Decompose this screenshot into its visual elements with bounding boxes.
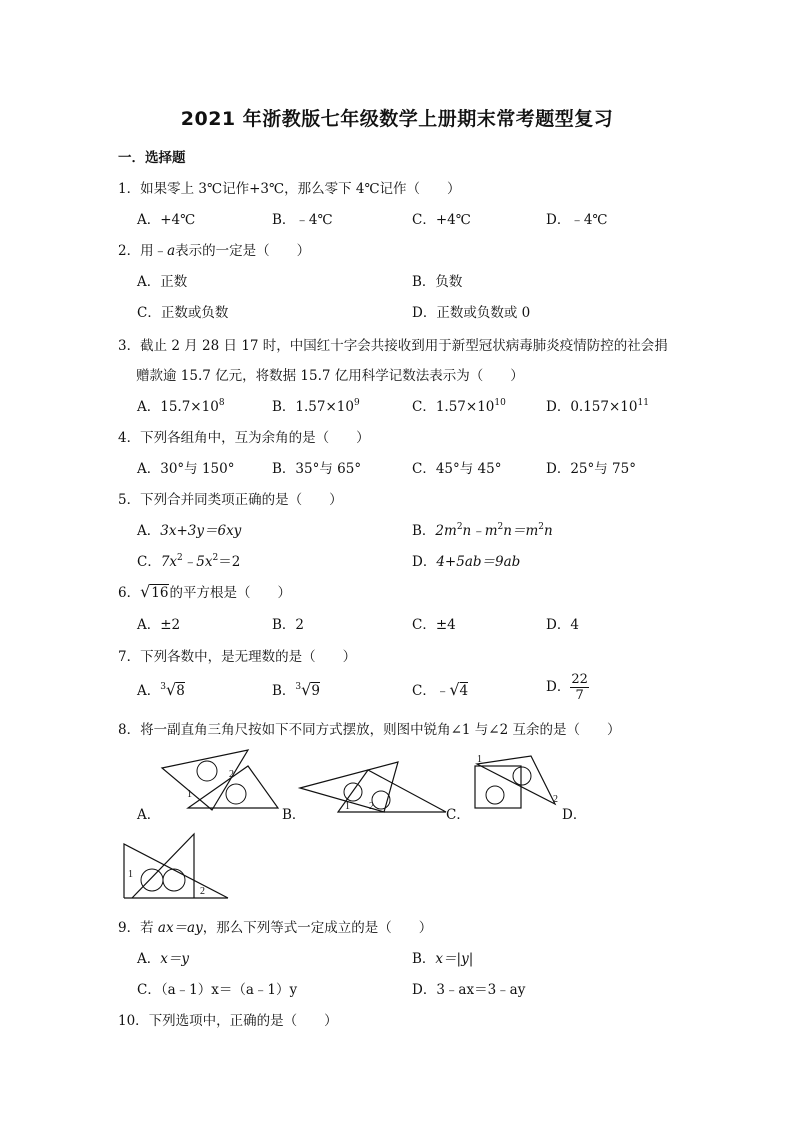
option-b: B．35°与 65° [272,461,362,477]
sqrt-expression: √16 [140,582,169,601]
option-a: A．x＝y [137,951,189,967]
option-c: C．（a﹣1）x＝（a﹣1）y [137,982,298,998]
figure-d [122,832,230,900]
figure-d-label: D． [562,807,587,823]
option-d: D．正数或负数或 0 [412,305,531,321]
option-a: A．+4℃ [137,212,196,228]
question-stem: 的平方根是（ ） [169,585,291,601]
figure-a-label: A． [137,807,161,823]
option-b: B．$1.57\times 10^9$ [272,398,360,415]
question-6 [118,581,291,601]
svg-text:2: 2 [553,794,558,805]
option-d: D．4+5ab＝9ab [412,554,521,570]
option-d: D．$0.157\times 10^{11}$ [546,398,649,415]
fraction: $\frac{22}{7}$ [571,672,588,703]
question-number: 9． [118,920,141,936]
variable: a [167,243,176,259]
figure-a [160,748,280,816]
question-4 [118,426,370,446]
figure-b-label: B． [282,807,306,823]
question-2 [118,239,310,259]
question-number: 5． [118,492,141,508]
question-number: 10． [118,1013,149,1029]
question-number: 4． [118,430,141,446]
svg-text:2: 2 [229,769,234,780]
question-number: 7． [118,649,141,665]
option-c: C．$1.57\times 10^{10}$ [412,398,506,415]
option-b: B．负数 [412,274,463,290]
option-a: A．$^3$√8 [137,680,185,699]
svg-text:1: 1 [477,754,482,765]
question-number: 1． [118,181,141,197]
option-c: C．±4 [412,617,456,633]
question-5 [118,488,343,508]
question-stem: 下列选项中，正确的是（ ） [148,1013,338,1029]
option-a: A．30°与 150° [137,461,235,477]
question-7 [118,645,356,665]
option-d: D．﹣4℃ [546,212,608,228]
option-d: D．4 [546,617,579,633]
question-stem: 截止 2 月 28 日 17 时，中国红十字会共接收到用于新型冠状病毒肺炎疫情防控的社会捐 [140,338,668,354]
question-stem-part: 表示的一定是（ ） [175,243,311,259]
option-c: C．﹣√4 [412,680,469,699]
option-a: A．3x+3y＝6xy [137,523,242,539]
svg-text:1: 1 [187,789,192,800]
question-stem: 将一副直角三角尺按如下不同方式摆放，则图中锐角∠1 与∠2 互余的是（ ） [140,722,621,738]
option-d: D．25°与 75° [546,461,636,477]
option-c: C．45°与 45° [412,461,502,477]
option-b: B．x＝|y| [412,951,474,967]
section-heading: 一．选择题 [118,150,186,166]
svg-text:1: 1 [128,869,133,880]
figure-b [298,760,448,816]
question-stem: 下列各组角中，互为余角的是（ ） [140,430,370,446]
question-stem: 如果零上 3℃记作+3℃，那么零下 4℃记作（ ） [140,181,461,197]
option-d: D． $\frac{22}{7}$ [546,672,588,703]
question-1 [118,177,461,197]
question-number: 3． [118,338,141,354]
question-number: 2． [118,243,141,259]
option-b: B．$^3$√9 [272,680,320,699]
question-8 [118,718,620,738]
svg-text:1: 1 [345,801,350,812]
question-stem-part: 用﹣ [140,243,168,259]
option-c: C．正数或负数 [137,305,229,321]
question-10 [118,1009,338,1029]
question-number: 8． [118,722,141,738]
svg-text:2: 2 [200,886,205,897]
option-c: C．+4℃ [412,212,471,228]
svg-text:2: 2 [369,801,374,812]
option-b: B．$2m^2n﹣m^2n=m^2n$ [412,522,553,539]
question-stem: 下列各数中，是无理数的是（ ） [140,649,357,665]
option-b: B．2 [272,617,305,633]
question-stem: 下列合并同类项正确的是（ ） [140,492,343,508]
option-a: A．$15.7\times 10^8$ [137,398,225,415]
figure-c-label: C． [446,807,470,823]
question-3 [118,334,668,354]
option-c: C．$7x^2﹣5x^2=2$ [137,553,241,570]
option-a: A．正数 [137,274,188,290]
figure-c [471,754,561,812]
question-3-line-2: 赠款逾 15.7 亿元，将数据 15.7 亿用科学记数法表示为（ ） [136,368,524,384]
question-9: 9．若 ax＝ay，那么下列等式一定成立的是（ ） [118,920,433,936]
question-number: 6． [118,585,141,601]
option-d: D．3﹣ax＝3﹣ay [412,982,526,998]
option-b: B．﹣4℃ [272,212,333,228]
page-title: 2021 年浙教版七年级数学上册期末常考题型复习 [180,108,614,130]
option-a: A．±2 [137,617,181,633]
